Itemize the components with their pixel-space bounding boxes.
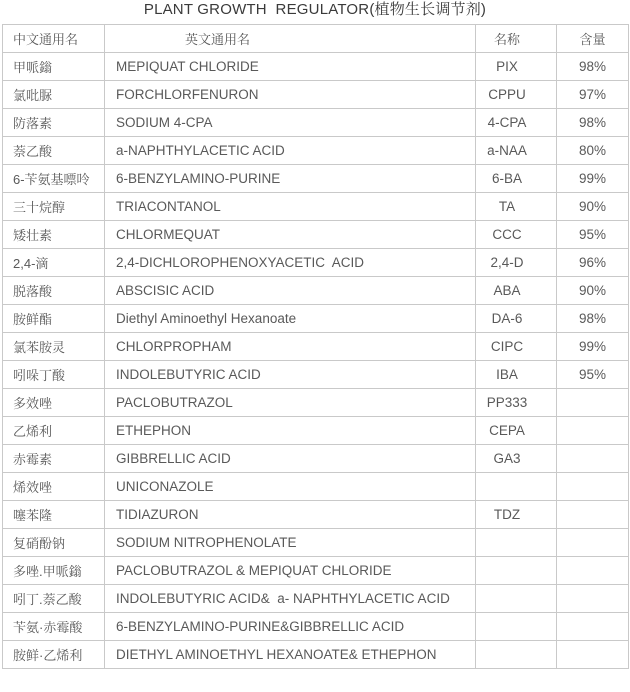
table-row bbox=[3, 109, 629, 137]
cell-english-name: PACLOBUTRAZOL & MEPIQUAT CHLORIDE bbox=[105, 557, 476, 585]
page-title: PLANT GROWTH REGULATOR(植物生长调节剂) bbox=[143, 1, 487, 18]
cell-content-percent: 96% bbox=[557, 249, 629, 277]
cell-english-name: UNICONAZOLE bbox=[105, 473, 476, 501]
cell-english-name: 6-BENZYLAMINO-PURINE bbox=[105, 165, 476, 193]
cell-name-code: CPPU bbox=[476, 81, 557, 109]
cell-english-name: TRIACONTANOL bbox=[105, 193, 476, 221]
cell-content-percent bbox=[557, 641, 629, 669]
regulator-table bbox=[2, 24, 629, 669]
cell-content-percent: 99% bbox=[557, 333, 629, 361]
table-row bbox=[3, 389, 629, 417]
cell-english-name: TIDIAZURON bbox=[105, 501, 476, 529]
cell-content-percent bbox=[557, 501, 629, 529]
cell-chinese-name: 吲丁.萘乙酸 bbox=[3, 585, 105, 613]
cell-english-name: SODIUM NITROPHENOLATE bbox=[105, 529, 476, 557]
cell-chinese-name: 复硝酚钠 bbox=[3, 529, 105, 557]
cell-content-percent: 98% bbox=[557, 53, 629, 81]
table-row bbox=[3, 249, 629, 277]
cell-content-percent: 98% bbox=[557, 109, 629, 137]
cell-content-percent: 80% bbox=[557, 137, 629, 165]
cell-english-name: FORCHLORFENURON bbox=[105, 81, 476, 109]
cell-content-percent bbox=[557, 529, 629, 557]
cell-name-code: TDZ bbox=[476, 501, 557, 529]
table-row bbox=[3, 529, 629, 557]
header-chinese-common-name: 中文通用名 bbox=[3, 25, 105, 53]
header-name-code: 名称 bbox=[476, 25, 557, 53]
cell-content-percent: 95% bbox=[557, 361, 629, 389]
cell-name-code: PP333 bbox=[476, 389, 557, 417]
cell-chinese-name: 6-苄氨基嘌呤 bbox=[3, 165, 105, 193]
cell-chinese-name: 三十烷醇 bbox=[3, 193, 105, 221]
table-header bbox=[3, 25, 629, 53]
cell-chinese-name: 赤霉素 bbox=[3, 445, 105, 473]
cell-english-name: Diethyl Aminoethyl Hexanoate bbox=[105, 305, 476, 333]
table-row bbox=[3, 221, 629, 249]
cell-english-name: a-NAPHTHYLACETIC ACID bbox=[105, 137, 476, 165]
cell-name-code: CCC bbox=[476, 221, 557, 249]
cell-content-percent: 90% bbox=[557, 193, 629, 221]
cell-content-percent: 99% bbox=[557, 165, 629, 193]
cell-name-code bbox=[476, 641, 557, 669]
table-row bbox=[3, 557, 629, 585]
cell-content-percent bbox=[557, 445, 629, 473]
table-body bbox=[3, 53, 629, 669]
cell-english-name: 2,4-DICHLOROPHENOXYACETIC ACID bbox=[105, 249, 476, 277]
table-row bbox=[3, 165, 629, 193]
table-row bbox=[3, 501, 629, 529]
cell-english-name: DIETHYL AMINOETHYL HEXANOATE& ETHEPHON bbox=[105, 641, 476, 669]
cell-content-percent bbox=[557, 585, 629, 613]
cell-chinese-name: 矮壮素 bbox=[3, 221, 105, 249]
cell-name-code bbox=[476, 613, 557, 641]
header-english-common-name: 英文通用名 bbox=[105, 25, 476, 53]
cell-english-name: CHLORMEQUAT bbox=[105, 221, 476, 249]
cell-name-code: PIX bbox=[476, 53, 557, 81]
table-header-row bbox=[3, 25, 629, 53]
table-row bbox=[3, 277, 629, 305]
cell-english-name: ABSCISIC ACID bbox=[105, 277, 476, 305]
cell-content-percent bbox=[557, 389, 629, 417]
cell-chinese-name: 乙烯利 bbox=[3, 417, 105, 445]
cell-english-name: GIBBRELLIC ACID bbox=[105, 445, 476, 473]
table-row bbox=[3, 641, 629, 669]
cell-name-code: 6-BA bbox=[476, 165, 557, 193]
cell-content-percent: 98% bbox=[557, 305, 629, 333]
cell-name-code: CIPC bbox=[476, 333, 557, 361]
cell-english-name: INDOLEBUTYRIC ACID bbox=[105, 361, 476, 389]
cell-name-code: 2,4-D bbox=[476, 249, 557, 277]
table-row bbox=[3, 613, 629, 641]
cell-chinese-name: 2,4-滴 bbox=[3, 249, 105, 277]
table-row bbox=[3, 417, 629, 445]
table-row bbox=[3, 445, 629, 473]
cell-chinese-name: 噻苯隆 bbox=[3, 501, 105, 529]
cell-content-percent bbox=[557, 557, 629, 585]
cell-chinese-name: 多唑.甲哌鎓 bbox=[3, 557, 105, 585]
cell-content-percent: 95% bbox=[557, 221, 629, 249]
cell-name-code: 4-CPA bbox=[476, 109, 557, 137]
cell-content-percent bbox=[557, 613, 629, 641]
cell-english-name: MEPIQUAT CHLORIDE bbox=[105, 53, 476, 81]
cell-name-code: ABA bbox=[476, 277, 557, 305]
cell-name-code: a-NAA bbox=[476, 137, 557, 165]
cell-name-code bbox=[476, 529, 557, 557]
cell-name-code bbox=[476, 557, 557, 585]
cell-english-name: 6-BENZYLAMINO-PURINE&GIBBRELLIC ACID bbox=[105, 613, 476, 641]
table-row bbox=[3, 53, 629, 81]
cell-content-percent bbox=[557, 417, 629, 445]
table-row bbox=[3, 193, 629, 221]
cell-chinese-name: 吲哚丁酸 bbox=[3, 361, 105, 389]
cell-chinese-name: 多效唑 bbox=[3, 389, 105, 417]
table-row bbox=[3, 585, 629, 613]
cell-chinese-name: 氯苯胺灵 bbox=[3, 333, 105, 361]
cell-chinese-name: 甲哌鎓 bbox=[3, 53, 105, 81]
cell-name-code: DA-6 bbox=[476, 305, 557, 333]
cell-english-name: CHLORPROPHAM bbox=[105, 333, 476, 361]
cell-chinese-name: 防落素 bbox=[3, 109, 105, 137]
table-row bbox=[3, 81, 629, 109]
cell-chinese-name: 胺鲜酯 bbox=[3, 305, 105, 333]
table-row bbox=[3, 305, 629, 333]
cell-chinese-name: 烯效唑 bbox=[3, 473, 105, 501]
cell-name-code: TA bbox=[476, 193, 557, 221]
cell-name-code: CEPA bbox=[476, 417, 557, 445]
table-row bbox=[3, 473, 629, 501]
cell-english-name: PACLOBUTRAZOL bbox=[105, 389, 476, 417]
cell-content-percent: 90% bbox=[557, 277, 629, 305]
cell-name-code: IBA bbox=[476, 361, 557, 389]
cell-chinese-name: 脱落酸 bbox=[3, 277, 105, 305]
cell-chinese-name: 胺鲜·乙烯利 bbox=[3, 641, 105, 669]
cell-name-code bbox=[476, 585, 557, 613]
cell-content-percent bbox=[557, 473, 629, 501]
cell-english-name: ETHEPHON bbox=[105, 417, 476, 445]
cell-chinese-name: 苄氨·赤霉酸 bbox=[3, 613, 105, 641]
cell-name-code: GA3 bbox=[476, 445, 557, 473]
header-content: 含量 bbox=[557, 25, 629, 53]
cell-chinese-name: 萘乙酸 bbox=[3, 137, 105, 165]
cell-english-name: INDOLEBUTYRIC ACID& a- NAPHTHYLACETIC ACID bbox=[105, 585, 476, 613]
cell-name-code bbox=[476, 473, 557, 501]
table-row bbox=[3, 361, 629, 389]
cell-content-percent: 97% bbox=[557, 81, 629, 109]
cell-english-name: SODIUM 4-CPA bbox=[105, 109, 476, 137]
cell-chinese-name: 氯吡脲 bbox=[3, 81, 105, 109]
table-row bbox=[3, 137, 629, 165]
table-row bbox=[3, 333, 629, 361]
